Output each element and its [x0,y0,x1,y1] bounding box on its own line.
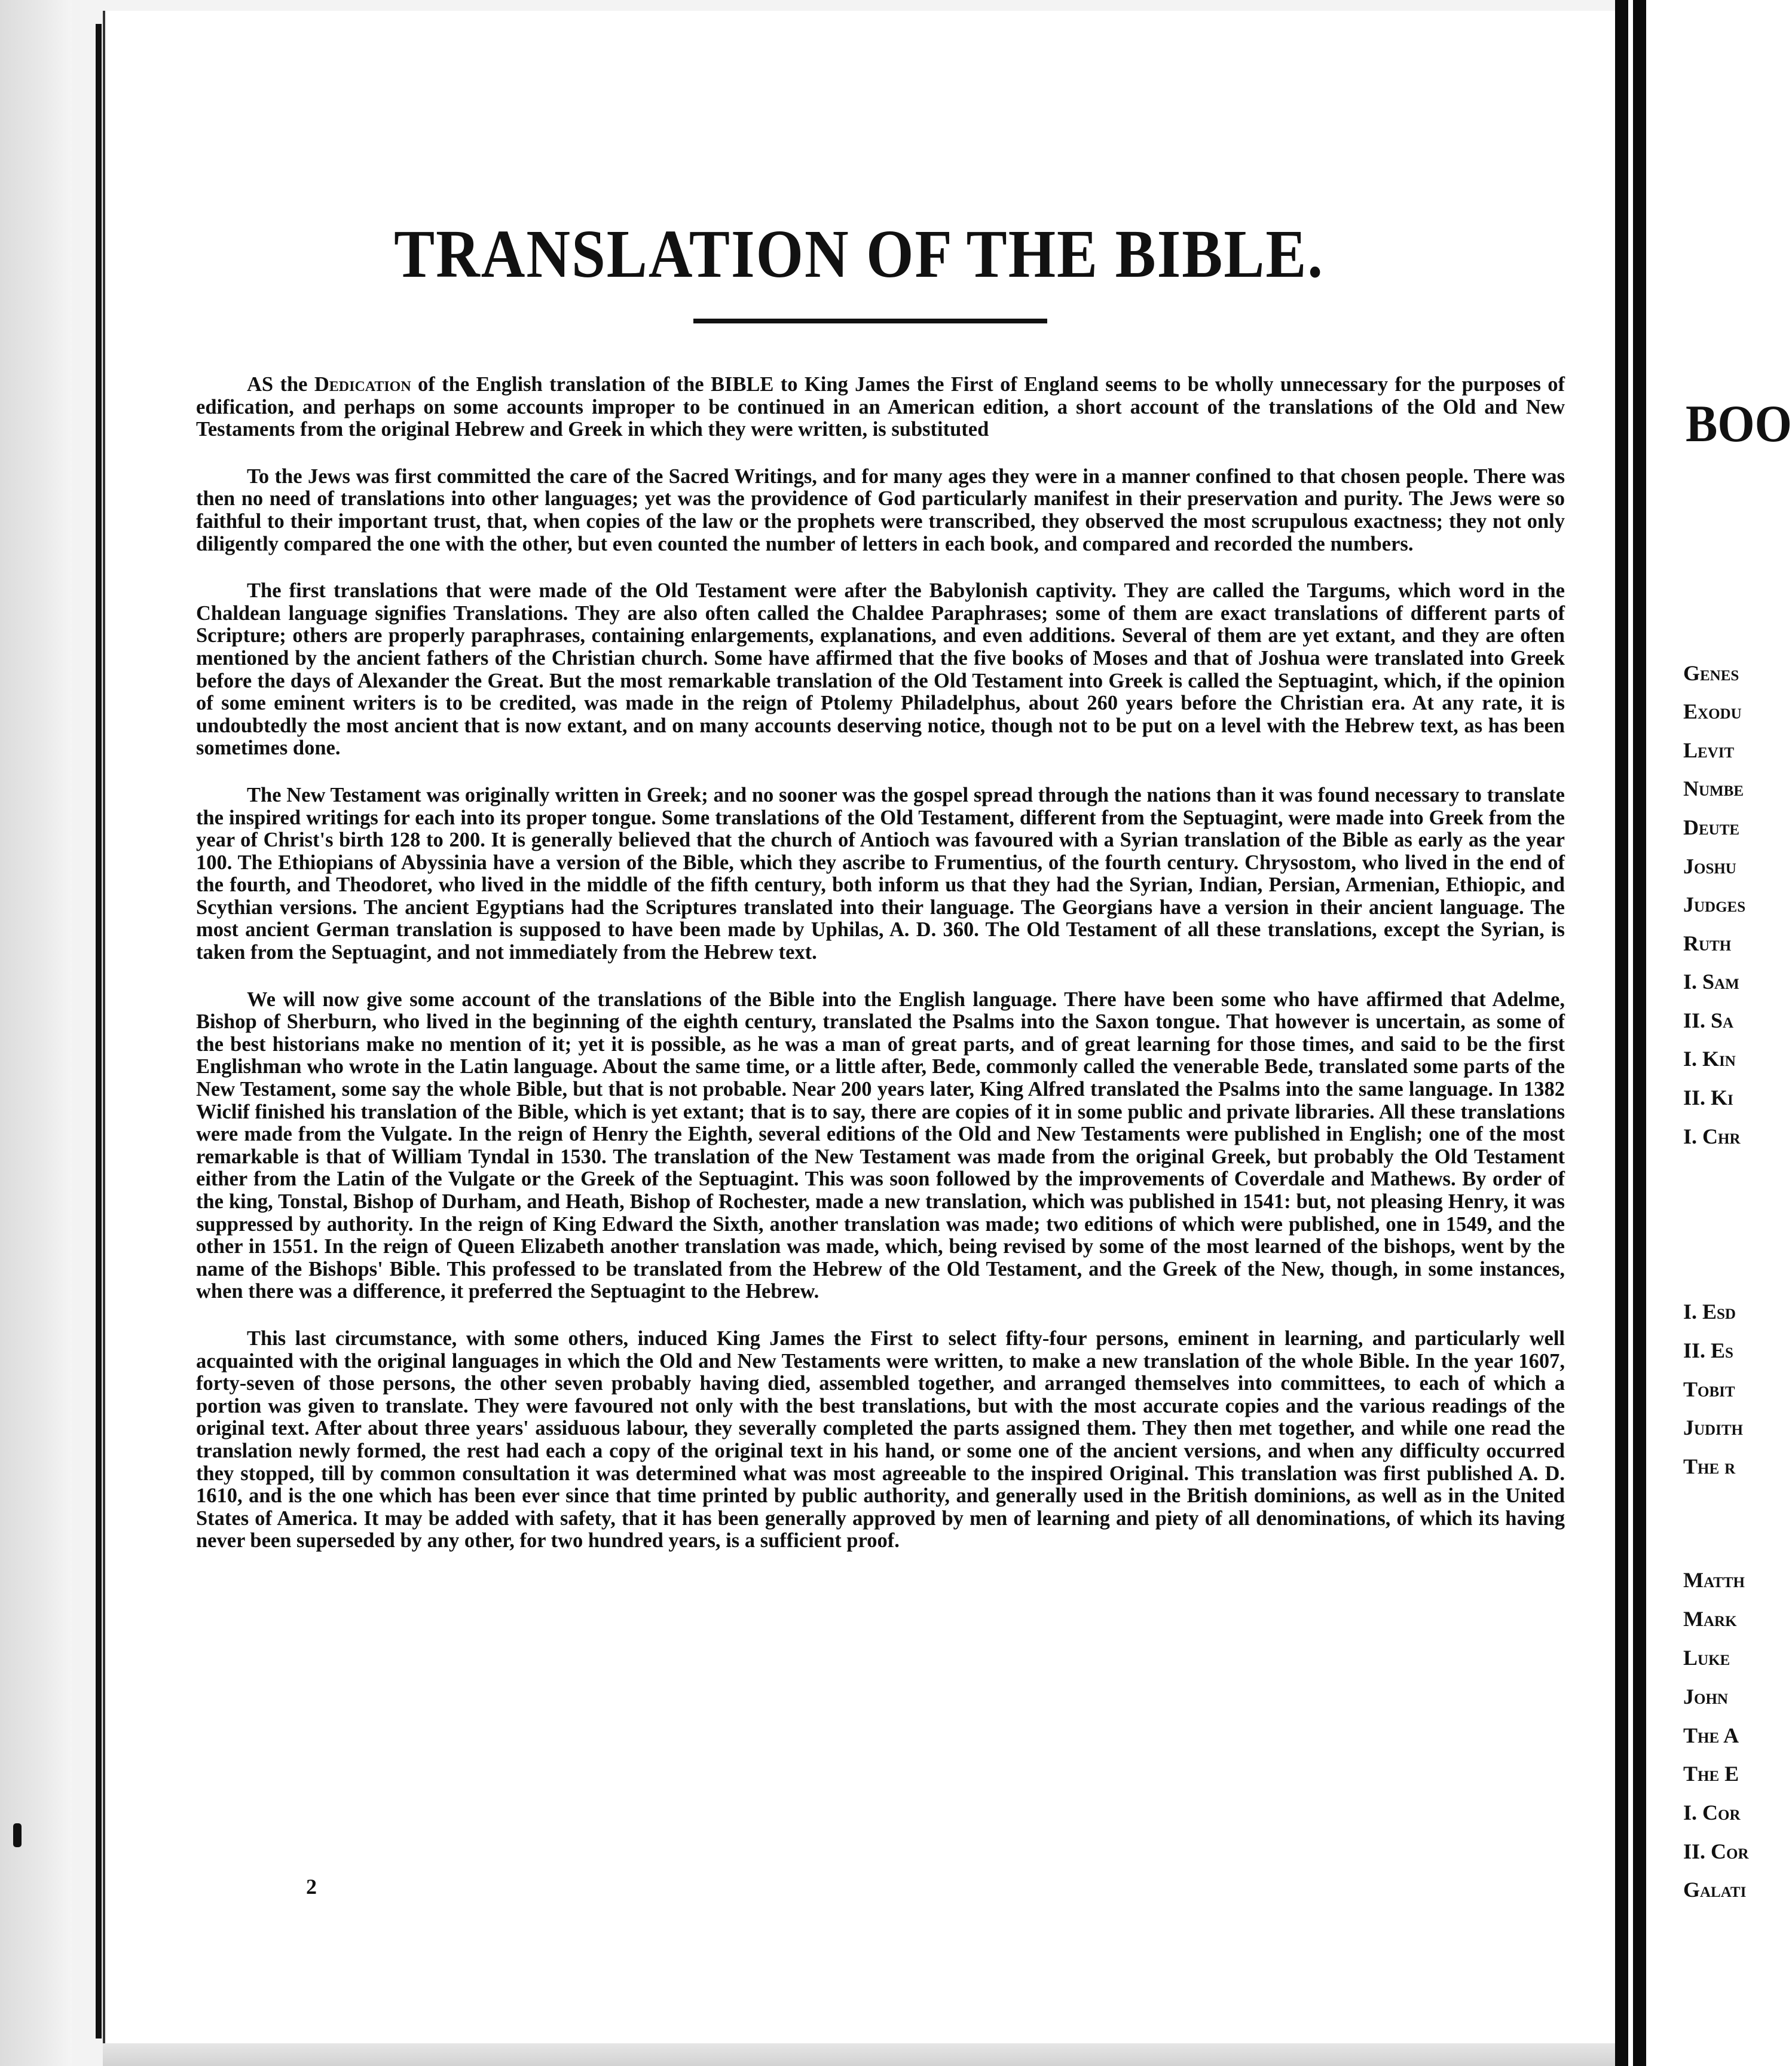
facing-page-book-entry: II. Ki [1683,1086,1733,1110]
facing-page [1646,0,1745,2066]
facing-page-book-entry: Exodu [1683,699,1742,723]
facing-page-book-entry: Numbe [1683,777,1744,800]
facing-page-book-entry: Deute [1683,815,1740,839]
facing-page-book-entry: The A [1683,1723,1739,1747]
facing-page-book-entry: Mark [1683,1607,1737,1631]
facing-page-book-entry: Levit [1683,738,1735,762]
facing-page-book-entry: II. Cor [1683,1839,1749,1863]
intro-rest: of the English translation of the BIBLE to King James the First of England seems to be wholly unnecessary for the purposes of edification, and perhaps on some accounts improper to be continued in an American edition, a short account of the translations of the Old and New Testaments from the original Hebrew and Greek in which they were written, is substituted [196,373,1565,441]
left-binding-edge [0,0,72,2066]
facing-page-book-entry: Judges [1683,893,1746,916]
facing-page-book-entry: The E [1683,1762,1739,1786]
paragraph-1: To the Jews was first committed the care of the Sacred Writings, and for many ages they were in a manner confined to that chosen people. There was then no need of translations into other languages; yet was the providence of God particularly manifest in their preservation and purity. The Jews were so faithful to their important trust, that, when copies of the law or the prophets were transcribed, they observed the most scrupulous exactness; they not only diligently compared the one with the other, but even counted the number of letters in each book, and compared and recorded the numbers. [196,464,1565,555]
page-number: 2 [306,1875,317,1899]
facing-page-book-entry: I. Kin [1683,1047,1736,1071]
paragraph-4: We will now give some account of the translations of the Bible into the English language. There have been some who have affirmed that Adelme, Bishop of Sherburn, who lived in the beginning of the eighth century, translated the Psalms into the Saxon tongue. That however is uncertain, as some of the best historians make no mention of it; yet it is possible, as he was a man of great parts, and of great learning for those times, and said to be the first Englishman who wrote in the Latin language. About the same time, or a little after, Bede, commonly called the venerable Bede, translated some parts of the New Testament, some say the whole Bible, but that is not probable. Near 200 years later, King Alfred translated the Psalms into the same language. In 1382 Wiclif finished his translation of the Bible, which is yet extant; that is to say, there are copies of it in some public and private libraries. All these translations were made from the Vulgate. In the reign of Henry the Eighth, several editions of the Old and New Testaments were published in English; one of the most remarkable is that of William Tyndal in 1530. The translation of the New Testament was made from the original Greek, but probably the Old Testament either from the Latin of the Vulgate or the Greek of the Septuagint. This was soon followed by the improvements of Coverdale and Mathews. By order of the king, Tonstal, Bishop of Durham, and Heath, Bishop of Rochester, made a new translation, which was published in 1541: but, not pleasing Henry, it was suppressed by authority. In the reign of King Edward the Sixth, another translation was made; two editions of which were published, one in 1549, and the other in 1551. In the reign of Queen Elizabeth another translation was made, which, being revised by some of the most learned of the bishops, went by the name of the Bishops' Bible. This professed to be translated from the Hebrew of the Old Testament, and the Greek of the New, though, in some instances, when there was a difference, it preferred the Septuagint to the Hebrew. [196,988,1565,1303]
facing-page-book-entry: Matth [1683,1568,1745,1592]
facing-page-title: BOO [1686,395,1792,453]
page-title: TRANSLATION OF THE BIBLE. [394,216,1324,292]
facing-page-book-entry: Genes [1683,661,1739,685]
facing-page-book-entry: Tobit [1683,1377,1735,1401]
binding-rule [96,24,102,2039]
facing-page-book-entry: Ruth [1683,931,1732,955]
facing-page-book-entry: The r [1683,1454,1736,1478]
facing-page-book-entry: Judith [1683,1416,1743,1440]
margin-mark [13,1823,22,1847]
intro-lead: AS the [247,373,314,396]
facing-page-book-entry: II. Sa [1683,1008,1734,1032]
facing-page-book-entry: I. Chr [1683,1124,1741,1148]
facing-page-book-entry: I. Esd [1683,1300,1736,1324]
paragraph-5: This last circumstance, with some others, induced King James the First to select fifty-four persons, eminent in learning, and particularly well acquainted with the original languages in which the Old and New Testaments were written, to make a new translation of the whole Bible. In the year 1607, forty-seven of those persons, the other seven probably having died, assembled together, and arranged themselves into committees, to each of which a portion was given to translate. They were favoured not only with the best translations, but with the most accurate copies and the various readings of the original text. After about three years' assiduous labour, they severally completed the parts assigned them. They then met together, and while one read the translation newly formed, the rest had each a copy of the original text in his hand, or some one of the ancient versions, and when any difficulty occurred they stopped, till by common consultation it was determined what was most agreeable to the inspired Original. This translation was first published A. D. 1610, and is the one which has been ever since that time printed by public authority, and generally used in the British dominions, as well as in the United States of America. It may be added with safety, that it has been generally approved by men of learning and piety of all denominations, of which its having never been superseded by any other, for two hundred years, is a sufficient proof. [196,1327,1565,1552]
gutter-highlight [1628,0,1633,2066]
article-body [196,374,1565,1577]
facing-page-book-entry: Joshu [1683,854,1736,878]
paragraph-3: The New Testament was originally written in Greek; and no sooner was the gospel spread through the nations than it was found necessary to translate the inspired writings for each into its proper tongue. Some translations of the Old Testament, different from the Septuagint, were made into Greek from the year of Christ's birth 128 to 200. It is generally believed that the church of Antioch was favoured with a Syrian translation of the Bible as early as the year 100. The Ethiopians of Abyssinia have a version of the Bible, which they ascribe to Frumentius, of the fourth century. Chrysostom, who lived in the end of the fourth, and Theodoret, who lived in the middle of the fifth century, both inform us that they had the Syrian, Indian, Persian, Armenian, Ethiopic, and Scythian versions. The ancient Egyptians had the Scriptures translated into their language. The Georgians have a version in their ancient language. The most ancient German translation is supposed to have been made by Uphilas, A. D. 360. The Old Testament of all these translations, except the Syrian, is taken from the Septuagint, and not immediately from the Hebrew text. [196,783,1565,964]
facing-page-book-entry: II. Es [1683,1338,1733,1362]
paragraph-intro [196,374,1565,441]
facing-page-book-entry: I. Sam [1683,970,1739,994]
facing-page-book-entry: Luke [1683,1646,1730,1670]
facing-page-book-entry: I. Cor [1683,1801,1741,1824]
intro-dedication: Dedication [314,373,411,396]
page-bottom-shadow [103,2043,1615,2066]
facing-page-book-entry: Galati [1683,1878,1747,1902]
facing-page-book-entry: John [1683,1685,1728,1709]
paragraph-2: The first translations that were made of the Old Testament were after the Babylonish captivity. They are called the Targums, which word in the Chaldean language signifies Translations. They are also often called the Chaldee Paraphrases; some of them are exact translations of different parts of Scripture; others are properly paraphrases, containing enlargements, explanations, and even additions. Several of them are yet extant, and they are often mentioned by the ancient fathers of the Christian church. Some have affirmed that the five books of Moses and that of Joshua were translated into Greek before the days of Alexander the Great. But the most remarkable translation of the Old Testament into Greek is called the Septuagint, which, if the opinion of some eminent writers is to be credited, was made in the reign of Ptolemy Philadelphus, about 260 years before the Christian era. At any rate, it is undoubtedly the most ancient that is now extant, and on many accounts deserving notice, though not to be put on a level with the Hebrew text, as has been sometimes done. [196,579,1565,760]
title-rule [693,319,1047,323]
